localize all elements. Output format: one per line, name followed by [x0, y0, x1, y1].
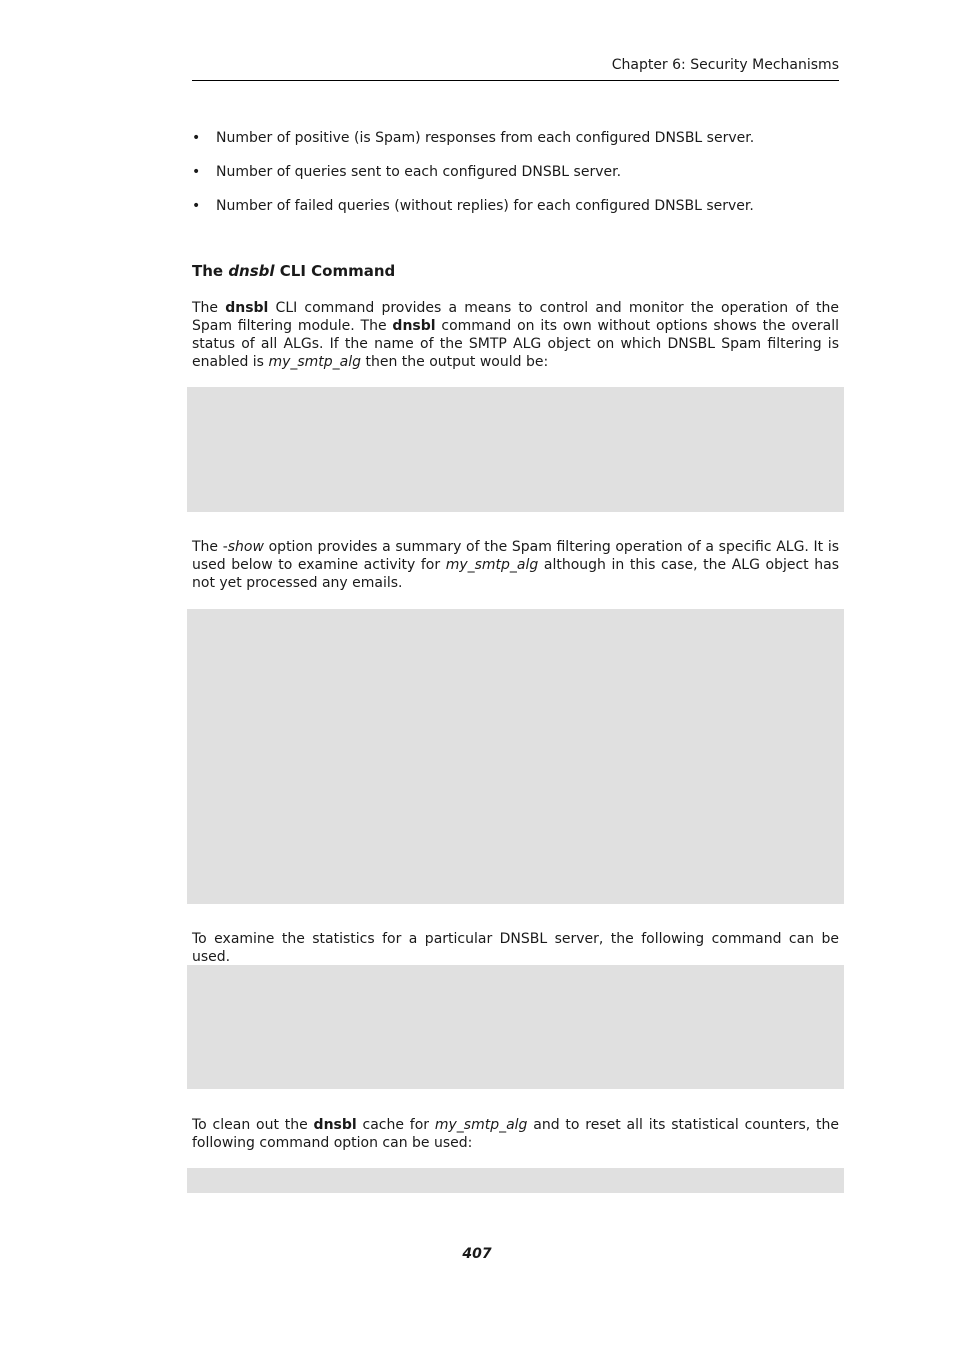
paragraph-clean-cache: To clean out the dnsbl cache for my_smtp_alg and to reset all its statistical counters, the following command option can be used:: [192, 1117, 839, 1151]
list-item: • Number of positive (is Spam) responses from each configured DNSBL server.: [192, 128, 839, 162]
page-number: 407: [462, 1246, 492, 1262]
paragraph-show-option: The -show option provides a summary of the Spam filtering operation of a specific ALG. It is used below to examine activity for my_smtp_alg although in this case, the ALG object has not yet processed any emails.: [192, 539, 840, 591]
running-header: [192, 54, 839, 81]
paragraph-server-stats: To examine the statistics for a particular DNSBL server, the following command can be used.: [192, 931, 839, 965]
chapter-title: Chapter 6: Security Mechanisms: [611, 57, 839, 73]
list-item: • Number of queries sent to each configured DNSBL server.: [192, 162, 839, 196]
code-block-show: [187, 609, 844, 904]
bullet-list: [192, 128, 839, 230]
code-block-server: [187, 965, 844, 1089]
section-heading: The dnsbl CLI Command: [192, 262, 396, 280]
paragraph-dnsbl-intro: The dnsbl CLI command provides a means to control and monitor the operation of the Spam filtering module. The dnsbl command on its own without options shows the overall status of all ALGs. If the name of the SMTP ALG object on which DNSBL Spam filtering is enabled is my_smtp_alg then the output would be:: [192, 300, 839, 370]
code-block-clean: [187, 1168, 844, 1193]
list-item: • Number of failed queries (without replies) for each configured DNSBL server.: [192, 196, 839, 230]
code-block-status: [187, 387, 844, 512]
